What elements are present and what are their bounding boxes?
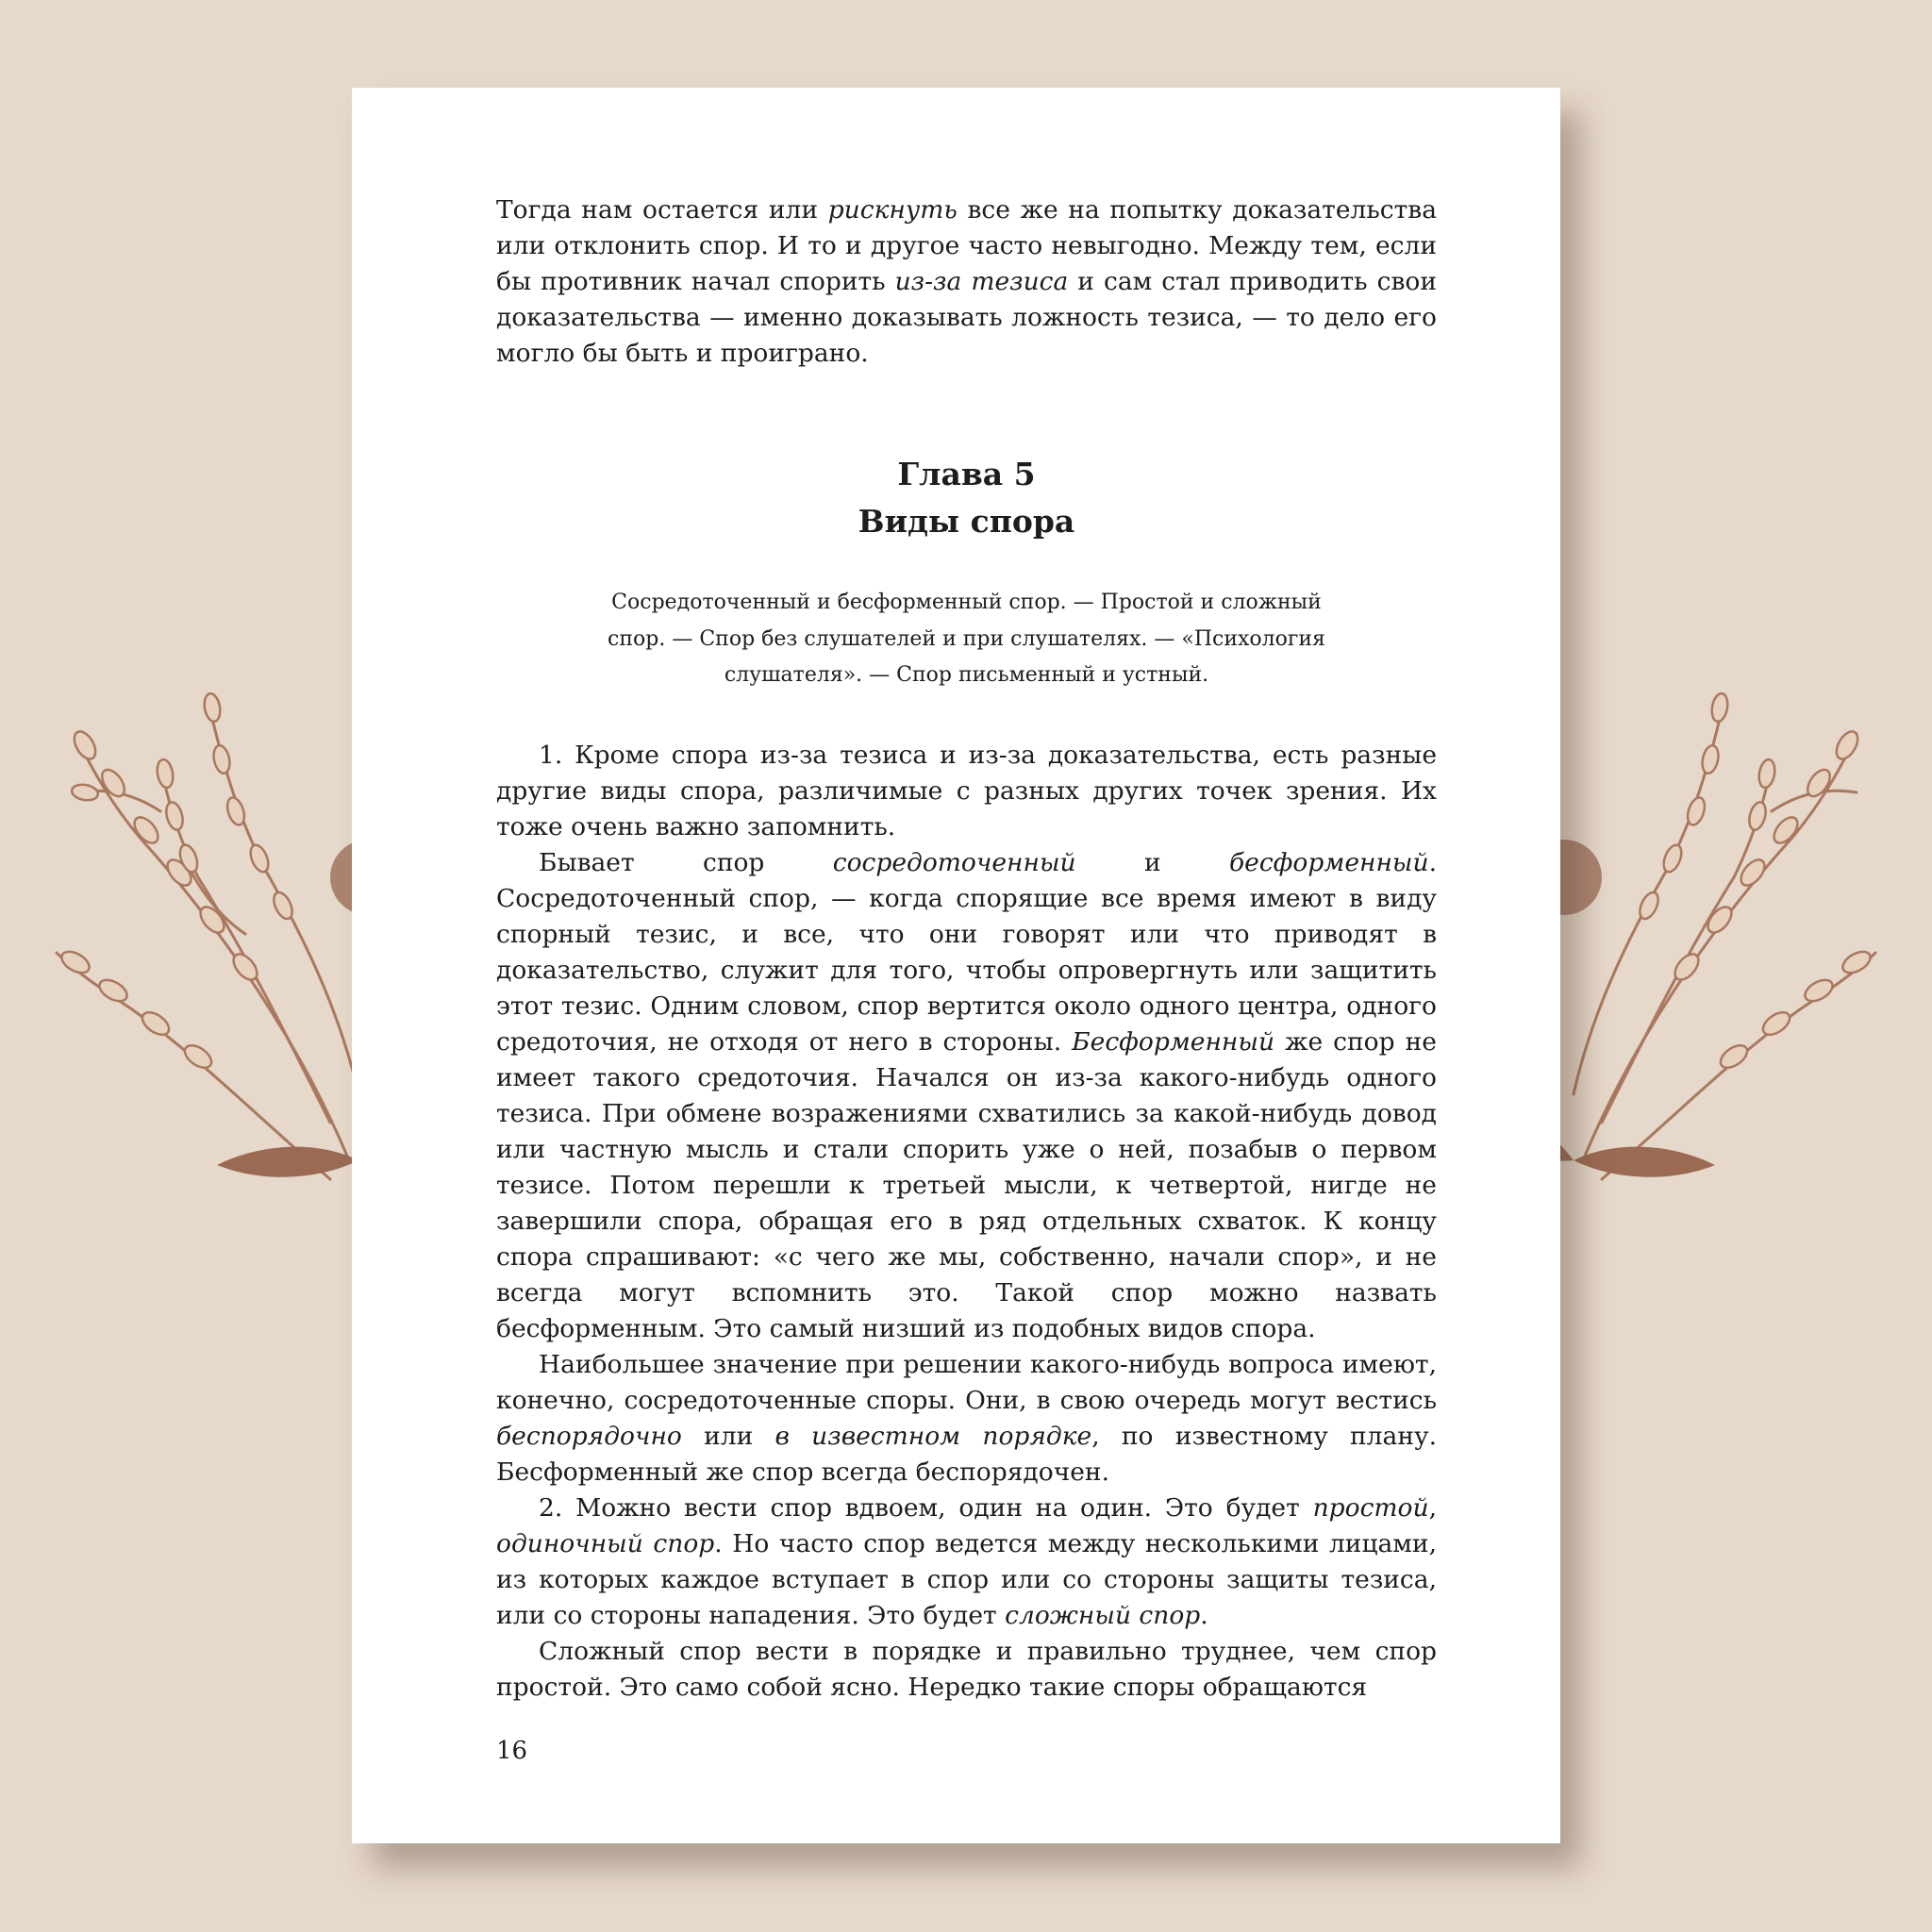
emphasis-text: бесформенный [1228,847,1429,877]
emphasis-text: сосредоточенный [832,847,1076,877]
chapter-epigraph: Сосредоточенный и бесформенный спор. — Простой и сложный спор. — Спор без слушателей и при слушателях. — «Психология слушателя». — Спор письменный и устный. [608,591,1325,687]
chapter-heading [496,451,1437,545]
body-paragraph-3: Наибольшее значение при решении какого-нибудь вопроса имеют, конечно, сосредоточенные споры. Они, в свою очередь могут вестись беспорядочно или в известном порядке, по известному плану. Бесформенный же спор всегда беспорядочен. [496,1349,1437,1487]
body-paragraph-5: Сложный спор вести в порядке и правильно труднее, чем спор простой. Это само собой ясно. Нередко такие споры обращаются [496,1636,1437,1702]
emphasis-text: из-за тезиса [894,267,1069,296]
body-paragraph-1: 1. Кроме спора из-за тезиса и из-за доказательства, есть разные другие виды спора, различимые с разных других точек зрения. Их тоже очень важно запомнить. [496,740,1437,841]
book-page [352,88,1560,1843]
emphasis-text: беспорядочно [496,1421,682,1451]
chapter-title: Виды спора [858,503,1075,540]
page-number: 16 [496,1737,528,1765]
emphasis-text: рискнуть [827,195,958,225]
emphasis-text: в известном порядке [774,1421,1092,1451]
emphasis-text: одиночный спор [496,1528,715,1558]
emphasis-text: Бесформенный [1072,1026,1275,1057]
chapter-number: Глава 5 [897,456,1036,492]
emphasis-text: сложный спор [1005,1600,1201,1630]
body-paragraph-4: 2. Можно вести спор вдвоем, один на один. Это будет простой, одиночный спор. Но часто спор ведется между несколькими лицами, из которых каждое вступает в спор или со стороны защиты тезиса, или со стороны нападения. Это будет сложный спор. [496,1492,1437,1630]
page-content [496,192,1437,1706]
intro-paragraph: Тогда нам остается или рискнуть все же на попытку доказательства или отклонить спор. И то и другое часто невыгодно. Между тем, если бы противник начал спорить из-за тезиса и сам стал приводить свои доказательства — именно доказывать ложность тезиса, — то дело его могло бы быть и проиграно. [496,195,1437,368]
body-paragraph-2: Бывает спор сосредоточенный и бесформенный. Сосредоточенный спор, — когда спорящие все время имеют в виду спорный тезис, и все, что они говорят или что приводят в доказательство, служит для того, чтобы опровергнуть или защитить этот тезис. Одним словом, спор вертится около одного центра, одного средоточия, не отходя от него в стороны. Бесформенный же спор не имеет такого средоточия. Начался он из-за какого-нибудь одного тезиса. При обмене возражениями схватились за какой-нибудь довод или частную мысль и стали спорить уже о ней, позабыв о первом тезисе. Потом перешли к третьей мысли, к четвертой, нигде не завершили спора, обращая его в ряд отдельных схваток. К концу спора спрашивают: «с чего же мы, собственно, начали спор», и не всегда могут вспомнить это. Такой спор можно назвать бесформенным. Это самый низший из подобных видов спора. [496,847,1437,1343]
emphasis-text: простой [1312,1492,1429,1523]
